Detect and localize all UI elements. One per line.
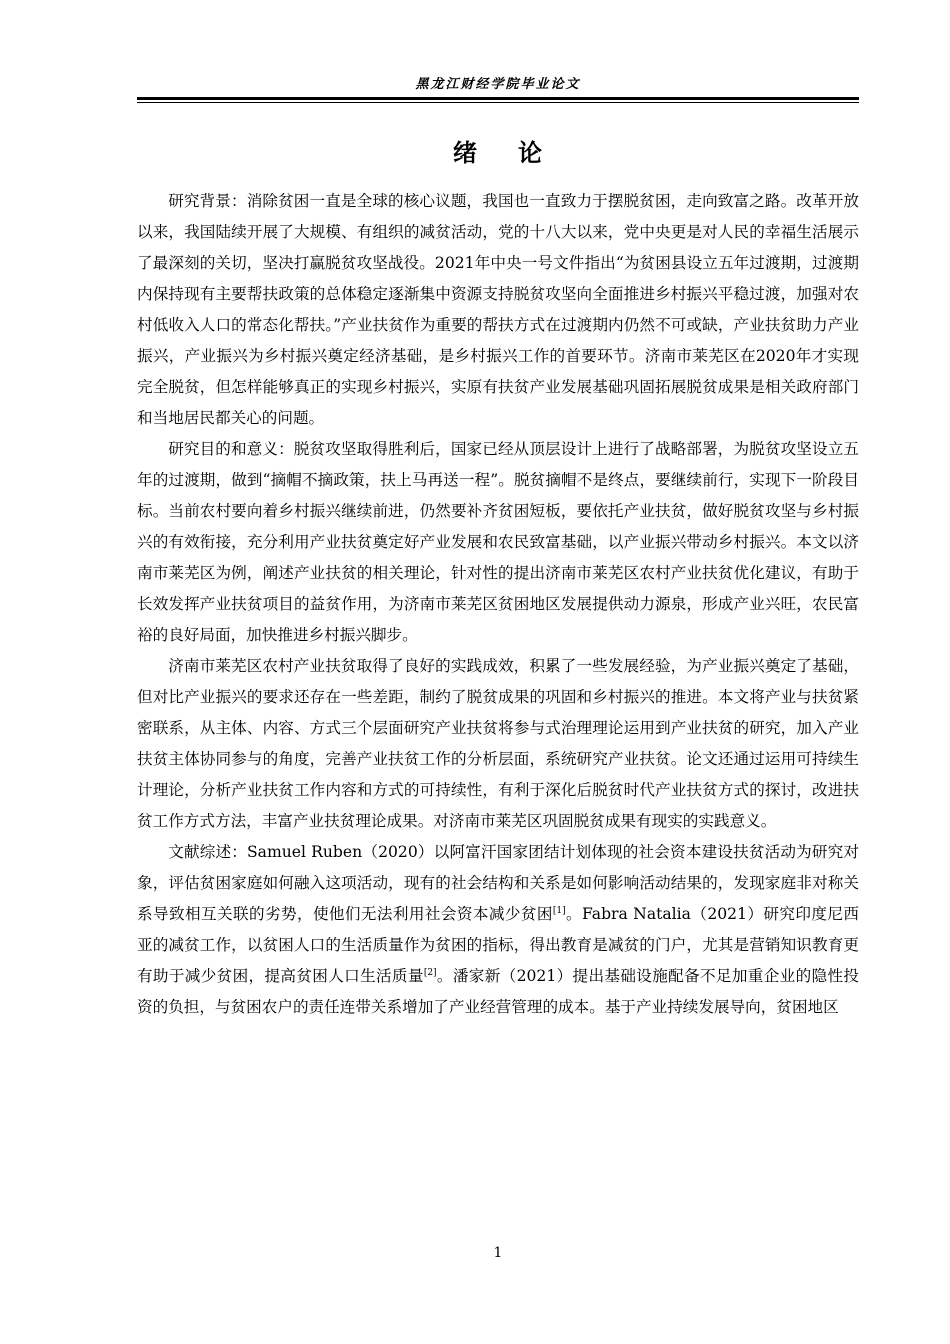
paragraph-literature <box>137 837 859 1023</box>
citation-ref-2[interactable]: [2] <box>423 967 437 978</box>
literature-segment-1: 文献综述：Samuel Ruben（2020）以阿富汗国家团结计划体现的社会资本建设扶贫活动为研究对象，评估贫困家庭如何融入这项活动，现有的社会结构和关系是如何影响活动结果的，发现家庭非对称关系导致相互关联的劣势，使他们无法利用社会资本减少贫困 <box>137 843 859 923</box>
page-number: 1 <box>493 1245 503 1261</box>
header-rule-thick <box>137 97 859 100</box>
running-header: 黑龙江财经学院毕业论文 <box>415 77 581 92</box>
citation-ref-1[interactable]: [1] <box>552 905 566 916</box>
chapter-title-part2: 论 <box>518 138 543 167</box>
chapter-title-part1: 绪 <box>453 138 478 167</box>
paragraph-purpose: 研究目的和意义：脱贫攻坚取得胜利后，国家已经从顶层设计上进行了战略部署，为脱贫攻坚设立五年的过渡期，做到“摘帽不摘政策，扶上马再送一程”。脱贫摘帽不是终点，要继续前行，实现下一阶段目标。当前农村要向着乡村振兴继续前进，仍然要补齐贫困短板，要依托产业扶贫，做好脱贫攻坚与乡村振兴的有效衔接，充分利用产业扶贫奠定好产业发展和农民致富基础，以产业振兴带动乡村振兴。本文以济南市莱芜区为例，阐述产业扶贫的相关理论，针对性的提出济南市莱芜区农村产业扶贫优化建议，有助于长效发挥产业扶贫项目的益贫作用，为济南市莱芜区贫困地区发展提供动力源泉，形成产业兴旺，农民富裕的良好局面，加快推进乡村振兴脚步。 <box>137 440 859 644</box>
literature-segment-2: 。Fabra Natalia（2021）研究印度尼西亚的减贫工作，以贫困人口的生活质量作为贫困的指标，得出教育是减贫的门户，尤其是营销知识教育更有助于减少贫困，提高贫困人口生活质量 <box>137 905 859 985</box>
body-text <box>137 186 859 1023</box>
literature-segment-3: 。潘家新（2021）提出基础设施配备不足加重企业的隐性投资的负担，与贫困农户的责任连带关系增加了产业经营管理的成本。基于产业持续发展导向，贫困地区 <box>137 967 859 1016</box>
header-rule-thin <box>137 102 859 103</box>
paragraph-background: 研究背景：消除贫困一直是全球的核心议题，我国也一直致力于摆脱贫困，走向致富之路。改革开放以来，我国陆续开展了大规模、有组织的减贫活动，党的十八大以来，党中央更是对人民的幸福生活展示了最深刻的关切，坚决打赢脱贫攻坚战役。2021年中央一号文件指出“为贫困县设立五年过渡期，过渡期内保持现有主要帮扶政策的总体稳定逐渐集中资源支持脱贫攻坚向全面推进乡村振兴平稳过渡，加强对农村低收入人口的常态化帮扶。”产业扶贫作为重要的帮扶方式在过渡期内仍然不可或缺，产业扶贫助力产业振兴，产业振兴为乡村振兴奠定经济基础，是乡村振兴工作的首要环节。济南市莱芜区在2020年才实现完全脱贫，但怎样能够真正的实现乡村振兴，实原有扶贫产业发展基础巩固拓展脱贫成果是相关政府部门和当地居民都关心的问题。 <box>137 192 859 427</box>
chapter-title <box>137 136 859 170</box>
paragraph-practice: 济南市莱芜区农村产业扶贫取得了良好的实践成效，积累了一些发展经验，为产业振兴奠定了基础，但对比产业振兴的要求还存在一些差距，制约了脱贫成果的巩固和乡村振兴的推进。本文将产业与扶贫紧密联系，从主体、内容、方式三个层面研究产业扶贫将参与式治理理论运用到产业扶贫的研究，加入产业扶贫主体协同参与的角度，完善产业扶贫工作的分析层面，系统研究产业扶贫。论文还通过运用可持续生计理论，分析产业扶贫工作内容和方式的可持续性，有利于深化后脱贫时代产业扶贫方式的探讨，改进扶贫工作方式方法，丰富产业扶贫理论成果。对济南市莱芜区巩固脱贫成果有现实的实践意义。 <box>137 657 859 830</box>
